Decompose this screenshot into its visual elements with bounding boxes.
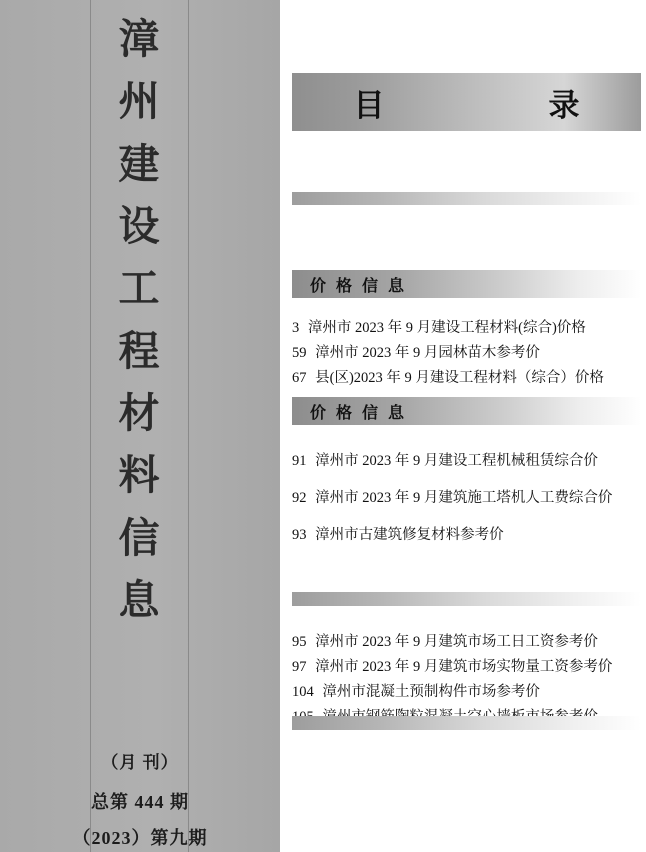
toc-section-header-1 <box>292 270 641 298</box>
toc-entry-page: 97 <box>292 659 307 675</box>
toc-entry-title: 漳州市 2023 年 9 月建筑市场工日工资参考价 <box>315 634 598 650</box>
toc-entry-title: 漳州市 2023 年 9 月建设工程机械租赁综合价 <box>315 453 598 469</box>
toc-section-header-2 <box>292 397 641 425</box>
toc-banner-title: 目 录 <box>353 87 614 123</box>
toc-entry[interactable] <box>292 630 646 655</box>
cover-rule-right <box>188 0 189 852</box>
toc-entry-group-3 <box>292 630 646 730</box>
divider-bar-3 <box>292 716 641 730</box>
toc-entry-page: 59 <box>292 345 307 361</box>
toc-entry-page: 3 <box>292 320 300 336</box>
toc-entry-page: 95 <box>292 634 307 650</box>
toc-entry-page: 104 <box>292 684 314 700</box>
toc-entry-group-1 <box>292 316 646 391</box>
toc-section-header-1-label: 价 格 信 息 <box>310 277 408 295</box>
toc-entry[interactable] <box>292 316 646 341</box>
cover-title-char: 州 <box>118 78 160 125</box>
toc-entry-title: 漳州市 2023 年 9 月建筑施工塔机人工费综合价 <box>315 490 613 506</box>
toc-entry-title: 县(区)2023 年 9 月建设工程材料（综合）价格 <box>315 370 604 386</box>
toc-entry[interactable] <box>292 680 646 705</box>
toc-entry-page: 93 <box>292 527 307 543</box>
divider-bar-2 <box>292 592 641 606</box>
toc-entry[interactable] <box>292 341 646 366</box>
toc-entry[interactable] <box>292 517 646 554</box>
toc-entry-page: 67 <box>292 370 307 386</box>
cover-title-char: 息 <box>118 576 160 623</box>
toc-entry-page: 92 <box>292 490 307 506</box>
cover-title <box>90 8 188 631</box>
cover-title-char: 建 <box>118 140 160 187</box>
divider-bar-1 <box>292 192 641 205</box>
toc-entry[interactable] <box>292 443 646 480</box>
cover-title-char: 漳 <box>118 16 160 62</box>
toc-entry-title: 漳州市 2023 年 9 月建设工程材料(综合)价格 <box>307 320 586 336</box>
cover-title-char: 设 <box>118 202 160 249</box>
toc-banner <box>292 73 641 131</box>
toc-section-header-2-label: 价 格 信 息 <box>310 404 408 422</box>
toc-entry-group-2 <box>292 443 646 554</box>
cover-title-char: 材 <box>118 389 160 436</box>
cover-title-char: 料 <box>118 452 160 499</box>
toc-panel <box>292 0 646 852</box>
cover-issue-total: 总第 444 期 <box>91 792 189 812</box>
cover-title-char: 程 <box>118 327 160 374</box>
cover-panel <box>0 0 280 852</box>
toc-entry[interactable] <box>292 366 646 391</box>
cover-title-char: 信 <box>118 514 160 561</box>
toc-entry-title: 漳州市混凝土预制构件市场参考价 <box>322 684 540 700</box>
toc-entry-title: 漳州市古建筑修复材料参考价 <box>315 527 504 543</box>
toc-entry[interactable] <box>292 480 646 517</box>
toc-entry[interactable] <box>292 655 646 680</box>
cover-title-char: 工 <box>118 265 160 312</box>
cover-issue-number: （2023）第九期 <box>72 828 208 848</box>
toc-entry-title: 漳州市 2023 年 9 月建筑市场实物量工资参考价 <box>315 659 613 675</box>
cover-periodicity: （月 刊） <box>101 753 179 772</box>
toc-entry-page: 91 <box>292 453 307 469</box>
toc-entry-title: 漳州市 2023 年 9 月园林苗木参考价 <box>315 345 540 361</box>
